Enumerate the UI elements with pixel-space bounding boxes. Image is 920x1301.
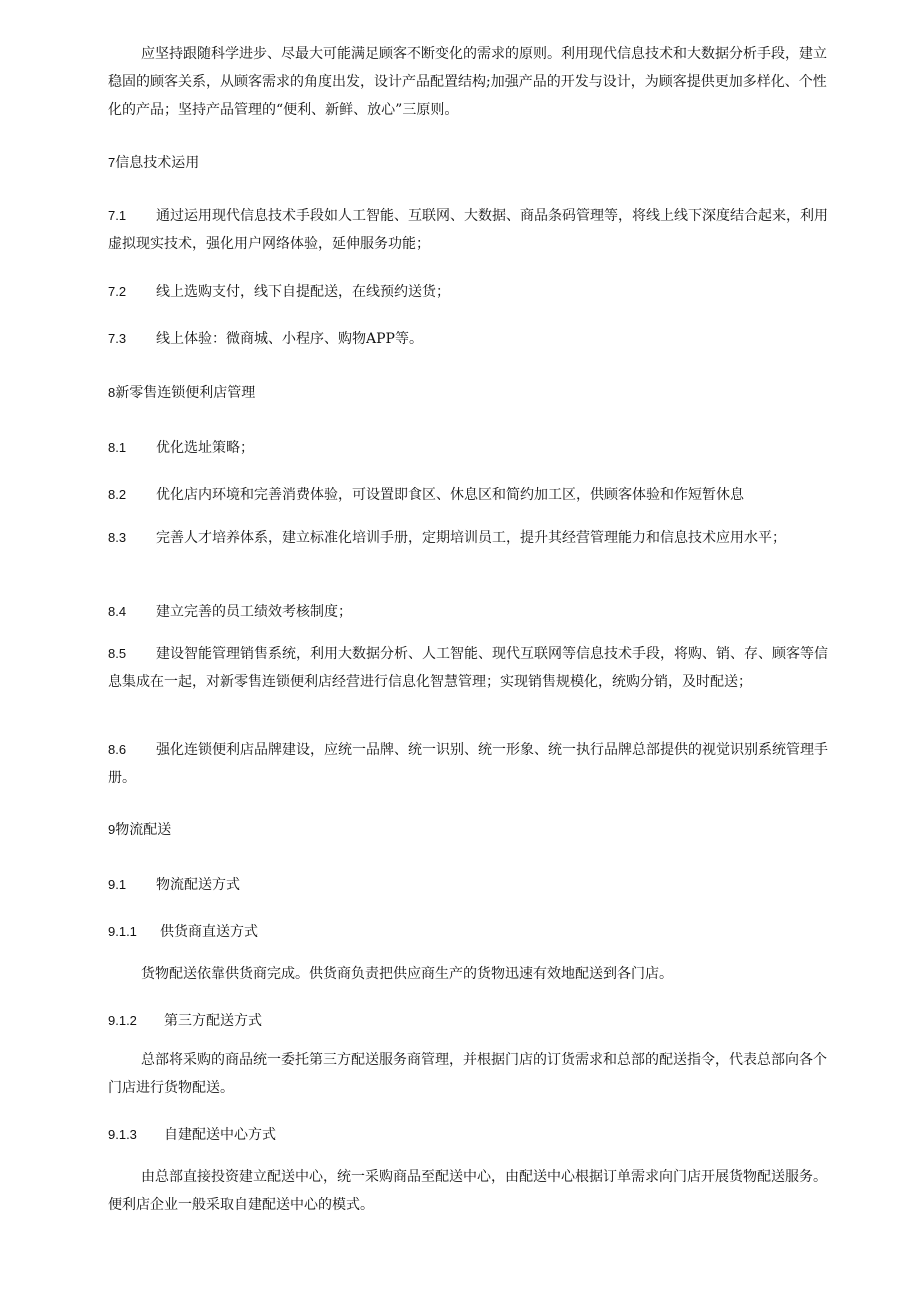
section-9-number: 9 — [108, 822, 116, 837]
clause-8-5 — [108, 640, 834, 696]
clause-8-2-text: 优化店内环境和完善消费体验，可设置即食区、休息区和简约加工区，供顾客体验和作短暂休息 — [156, 487, 744, 503]
clause-8-1-text: 优化选址策略； — [156, 440, 254, 456]
clause-7-1-text: 通过运用现代信息技术手段如人工智能、互联网、大数据、商品条码管理等，将线上线下深度结合起来，利用虚拟现实技术，强化用户网络体验，延伸服务功能； — [108, 208, 828, 252]
clause-9-1-1-number: 9.1.1 — [108, 924, 137, 939]
section-9-title: 物流配送 — [115, 822, 172, 838]
section-7-number: 7 — [108, 155, 116, 170]
section-7-heading — [108, 149, 834, 177]
section-7-title: 信息技术运用 — [115, 155, 200, 171]
clause-7-2-number: 7.2 — [108, 284, 127, 299]
clause-7-3-number: 7.3 — [108, 331, 127, 346]
section-9-heading — [108, 816, 834, 844]
clause-8-1 — [108, 434, 834, 462]
clause-8-6 — [108, 736, 834, 792]
clause-7-1-number: 7.1 — [108, 208, 127, 223]
intro-paragraph: 应坚持跟随科学进步、尽最大可能满足顾客不断变化的需求的原则。利用现代信息技术和大数据分析手段，建立稳固的顾客关系，从顾客需求的角度出发，设计产品配置结构;加强产品的开发与设计，为顾客提供更加多样化、个性化的产品；坚持产品管理的“便利、新鲜、放心”三原则。 — [108, 46, 827, 118]
section-8-heading — [108, 379, 834, 407]
clause-7-2 — [108, 278, 834, 306]
clause-8-4 — [108, 598, 834, 626]
clause-9-1-3-number: 9.1.3 — [108, 1127, 137, 1142]
clause-8-3 — [108, 524, 834, 552]
clause-9-1-2-body: 总部将采购的商品统一委托第三方配送服务商管理，并根据门店的订货需求和总部的配送指令，代表总部向各个门店进行货物配送。 — [108, 1052, 827, 1096]
section-8-title: 新零售连锁便利店管理 — [115, 385, 256, 401]
clause-7-1 — [108, 202, 834, 258]
clause-9-1-number: 9.1 — [108, 877, 127, 892]
clause-8-6-number: 8.6 — [108, 742, 127, 757]
clause-9-1-title: 物流配送方式 — [156, 877, 240, 893]
clause-8-5-number: 8.5 — [108, 646, 127, 661]
clause-9-1-2 — [108, 1007, 834, 1035]
clause-9-1-3 — [108, 1121, 834, 1149]
clause-9-1-2-title: 第三方配送方式 — [164, 1013, 262, 1029]
clause-9-1 — [108, 871, 834, 899]
clause-9-1-3-body: 由总部直接投资建立配送中心，统一采购商品至配送中心，由配送中心根据订单需求向门店开展货物配送服务。便利店企业一般采取自建配送中心的模式。 — [108, 1169, 827, 1213]
clause-9-1-3-title: 自建配送中心方式 — [164, 1127, 276, 1143]
clause-9-1-2-number: 9.1.2 — [108, 1013, 137, 1028]
clause-8-1-number: 8.1 — [108, 440, 127, 455]
clause-8-4-number: 8.4 — [108, 604, 127, 619]
clause-8-6-text: 强化连锁便利店品牌建设，应统一品牌、统一识别、统一形象、统一执行品牌总部提供的视觉识别系统管理手册。 — [108, 742, 828, 786]
clause-8-4-text: 建立完善的员工绩效考核制度； — [156, 604, 352, 620]
section-8-number: 8 — [108, 385, 116, 400]
clause-8-5-text: 建设智能管理销售系统，利用大数据分析、人工智能、现代互联网等信息技术手段，将购、销、存、顾客等信息集成在一起，对新零售连锁便利店经营进行信息化智慧管理；实现销售规模化，统购分销，及时配送； — [108, 646, 828, 690]
clause-9-1-1 — [108, 918, 834, 946]
clause-7-3 — [108, 325, 834, 353]
clause-8-3-text: 完善人才培养体系，建立标准化培训手册，定期培训员工，提升其经营管理能力和信息技术应用水平； — [156, 530, 786, 546]
clause-9-1-1-body: 货物配送依靠供货商完成。供货商负责把供应商生产的货物迅速有效地配送到各门店。 — [141, 966, 673, 982]
clause-7-3-text: 线上体验：微商城、小程序、购物APP等。 — [156, 331, 423, 347]
clause-8-2 — [108, 481, 834, 509]
clause-9-1-1-title: 供货商直送方式 — [160, 924, 258, 940]
clause-8-3-number: 8.3 — [108, 530, 127, 545]
clause-8-2-number: 8.2 — [108, 487, 127, 502]
clause-7-2-text: 线上选购支付，线下自提配送，在线预约送货； — [156, 284, 450, 300]
